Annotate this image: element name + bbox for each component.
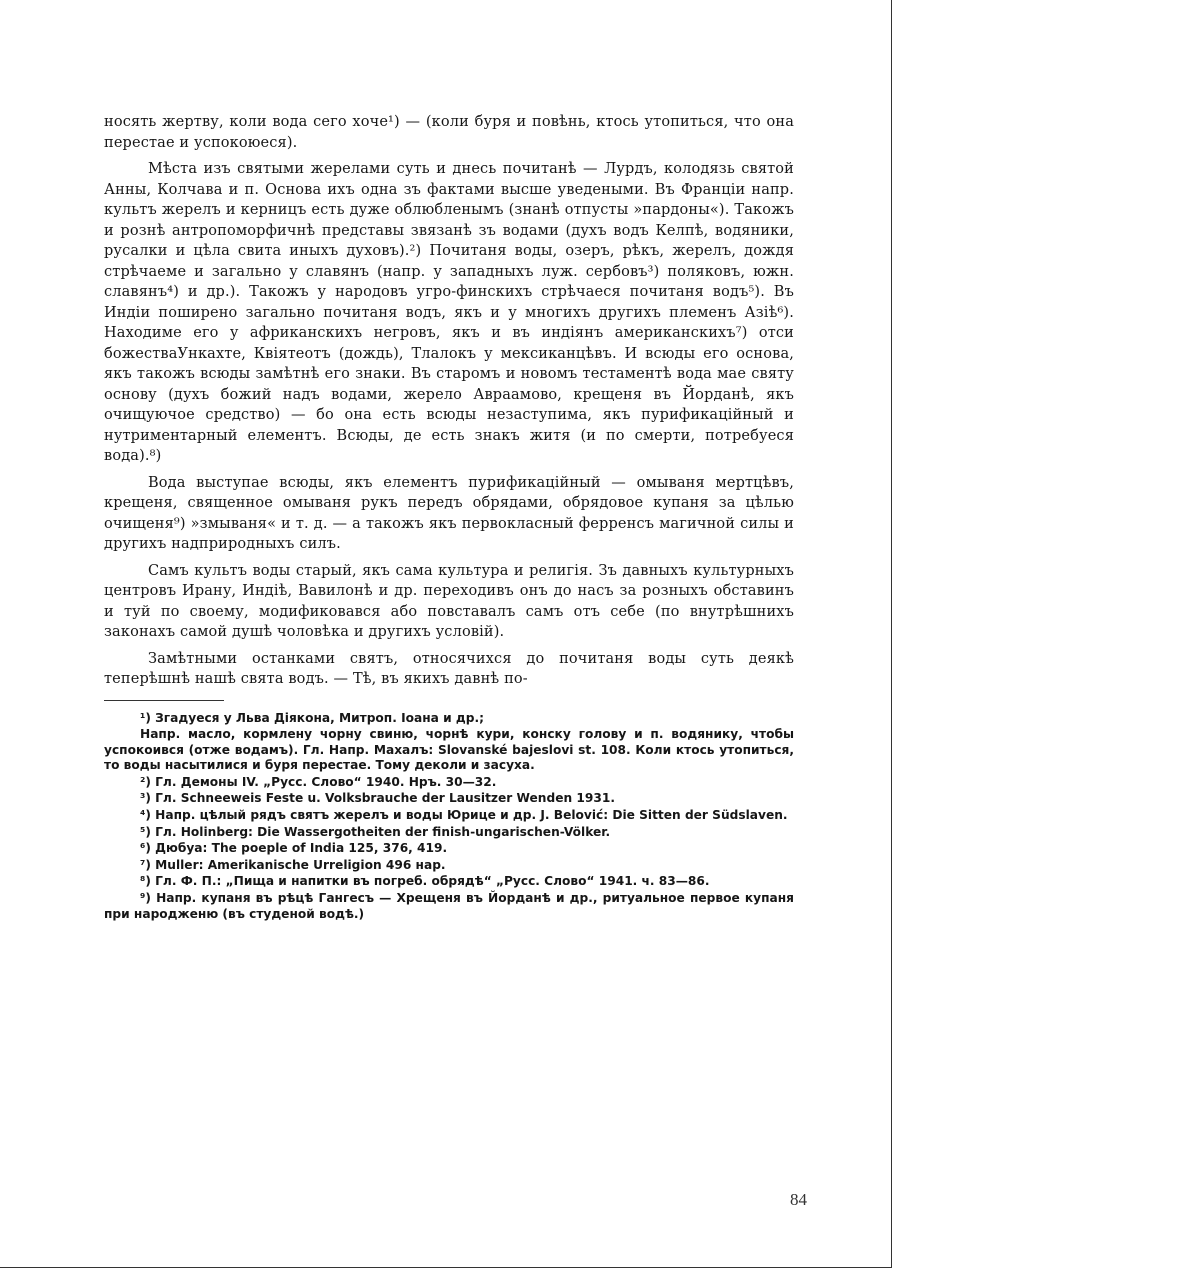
footnote: ⁸) Гл. Ф. П.: „Пища и напитки въ погреб. обрядѣ“ „Русс. Слово“ 1941. ч. 83—86. [140,874,710,889]
paragraph: Вода выступае всюды, якъ елементъ пурификаційный — омываня мертцѣвъ, крещеня, священное омываня рукъ передъ обрядами, обрядовое купаня за цѣлью очищеня⁹) »змываня« и т. д. — а такожъ якъ первокласный ферренсъ магичной силы и другихъ надприродныхъ силъ. [104,474,794,552]
footnote: ⁴) Напр. цѣлый рядъ святъ жерелъ и воды Юрице и др. J. Belović: Die Sitten der Südslaven. [140,808,788,823]
footnote: Напр. масло, кормлену чорну свиню, чорнѣ кури, конску голову и п. водянику, чтобы успокоився (отже водамъ). Гл. Напр. Махалъ: Slovanské bajeslovi st. 108. Коли ктось утопиться, то воды насытилися и буря перестае. Тому деколи и засуха. [104,727,794,773]
paragraph: Мѣста изъ святыми жерелами суть и днесь почитанѣ — Лурдъ, колодязь святой Анны, Колчава и п. Основа ихъ одна зъ фактами высше уведеными. Въ Франціи напр. культъ жерелъ и керницъ есть дуже облюбленымъ (знанѣ отпусты »пардоны«). Такожъ и рознѣ антропоморфичнѣ представы звязанѣ зъ водами (духъ водъ Келпѣ, водяники, русалки и цѣла свита иныхъ духовъ).²) Почитаня воды, озеръ, рѣкъ, жерелъ, дождя стрѣчаеме и загально у славянъ (напр. у западныхъ луж. сербовъ³) поляковъ, южн. славянъ⁴) и др.). Такожъ у народовъ угро-финскихъ стрѣчаеся почитаня водъ⁵). Въ Индіи поширено загально почитаня водъ, якъ и у многихъ другихъ племенъ Азіѣ⁶). Находиме его у африканскихъ негровъ, якъ и въ индіянъ американскихъ⁷) отси божестваУнкахте, Квіятеотъ (дождь), Тлалокъ у мексиканцѣвъ. И всюды его основа, якъ такожъ всюды замѣтнѣ его знаки. Въ старомъ и новомъ тестаментѣ вода мае святу основу (духъ божий надъ водами, жерело Авраамово, крещеня въ Йорданѣ, якъ очищуючое средство) — бо она есть всюды незаступима, якъ пурификаційный и нутриментарный елементъ. Всюды, де есть знакъ житя (и по смерти, потребуеся вода).⁸) [104,161,794,464]
footnote: ³) Гл. Schneeweis Feste u. Volksbrauche der Lausitzer Wenden 1931. [140,791,615,806]
footnote: ⁶) Дюбуа: The poeple of India 125, 376, 419. [140,841,448,856]
main-text [104,112,794,923]
paragraph: Замѣтными останками святъ, относячихся до почитаня воды суть деякѣ теперѣшнѣ нашѣ свята водъ. — Тѣ, въ якихъ давнѣ по- [104,650,794,687]
footnote: ²) Гл. Демоны IV. „Русс. Слово“ 1940. Нръ. 30—32. [140,774,497,789]
paragraph: носять жертву, коли вода сего хоче¹) — (коли буря и повѣнь, ктось утопиться, что она перестае и успокоюеся). [104,114,794,151]
footnote-separator [104,700,224,701]
footnote: ¹) Згадуеся у Льва Діякона, Митроп. Іоана и др.; [140,710,484,725]
footnotes [104,711,794,923]
page-number: 84 [790,1190,807,1209]
footnote: ⁹) Напр. купаня въ рѣцѣ Гангесъ — Хрещеня въ Йорданѣ и др., ритуальное первое купаня при народженю (въ студеной водѣ.) [104,891,794,921]
paragraph: Самъ культъ воды старый, якъ сама культура и религія. Зъ давныхъ культурныхъ центровъ Ирану, Индіѣ, Вавилонѣ и др. переходивъ онъ до насъ за розныхъ обставинъ и туй по своему, модификовався або повставалъ самъ отъ себе (по внутрѣшнихъ законахъ самой душѣ чоловѣка и другихъ условій). [104,562,794,640]
footnote: ⁵) Гл. Holinberg: Die Wassergotheiten der finish-ungarischen-Völker. [140,824,611,839]
footnote: ⁷) Muller: Amerikanische Urreligion 496 нар. [140,857,446,872]
